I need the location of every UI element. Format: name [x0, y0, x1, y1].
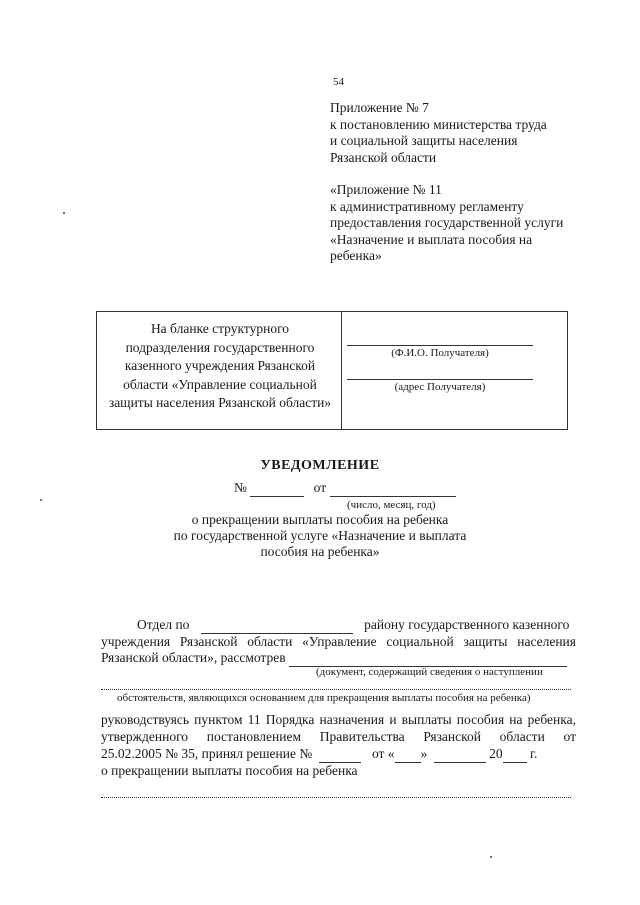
- date-blank: [330, 480, 456, 497]
- appendix-11-block: [330, 182, 563, 265]
- document-caption: (документ, содержащий сведения о наступлении: [316, 666, 543, 678]
- decision-date-close: »: [420, 746, 428, 761]
- body-line-6: [101, 746, 537, 763]
- decision-date-open: от «: [371, 746, 395, 761]
- body-line-1: [137, 617, 569, 634]
- appendix-11-line: предоставления государственной услуги: [330, 215, 564, 230]
- scan-speck: [490, 856, 492, 858]
- notice-subject-line: пособия на ребенка»: [260, 544, 380, 559]
- letterhead-line: подразделения государственного: [125, 339, 315, 355]
- body-line-3: [101, 650, 567, 667]
- appendix-7-line: Рязанской области: [330, 149, 437, 165]
- appendix-11-line: ребенка»: [330, 248, 382, 263]
- number-blank: [250, 480, 304, 497]
- district-blank: [201, 617, 353, 634]
- appendix-7-line: и социальной защиты населения: [330, 133, 518, 148]
- recipient-address-caption: (адрес Получателя): [394, 381, 486, 393]
- day-blank: [395, 746, 421, 763]
- letterhead-line: области «Управление социальной: [123, 376, 317, 392]
- considered-prefix: Рязанской области», рассмотрев: [101, 650, 286, 665]
- appendix-11-line: к административному регламенту: [330, 198, 524, 214]
- department-prefix: Отдел по: [137, 617, 190, 632]
- number-label: №: [234, 480, 247, 495]
- from-label: от: [313, 480, 327, 495]
- recipient-address-line: [347, 379, 533, 380]
- year-prefix: 20: [489, 746, 503, 761]
- decision-prefix: 25.02.2005 № 35, принял решение №: [101, 746, 313, 761]
- appendix-11-line: «Назначение и выплата пособия на: [330, 231, 533, 247]
- appendix-7-line: к постановлению министерства труда: [330, 116, 547, 132]
- recipient-name-line: [347, 345, 533, 346]
- scan-speck: [40, 499, 42, 501]
- letterhead-line: защиты населения Рязанской области»: [108, 395, 332, 410]
- notice-number-row: [234, 480, 456, 497]
- letterhead-line: казенного учреждения Рязанской: [124, 358, 316, 373]
- recipient-name-caption: (Ф.И.О. Получателя): [391, 347, 489, 359]
- year-blank: [503, 746, 527, 763]
- letterhead-note: [103, 320, 337, 413]
- page-number: 54: [333, 76, 344, 88]
- notice-title: УВЕДОМЛЕНИЕ: [260, 458, 380, 473]
- body-line-7: о прекращении выплаты пособия на ребенка: [101, 763, 358, 778]
- document-blank: [289, 650, 567, 667]
- circumstances-caption: обстоятельств, являющихся основанием для прекращения выплаты пособия на ребенка): [117, 692, 531, 704]
- letterhead-line: На бланке структурного: [150, 321, 290, 336]
- appendix-7-block: [330, 100, 547, 166]
- appendix-7-line: Приложение № 7: [330, 100, 429, 115]
- scan-speck: [63, 212, 65, 214]
- month-blank: [434, 746, 486, 763]
- final-blank-line: [101, 797, 571, 798]
- notice-subject-line: о прекращении выплаты пособия на ребенка: [191, 512, 449, 527]
- decision-number-blank: [319, 746, 361, 763]
- body-line-4: руководствуясь пунктом 11 Порядка назначения и выплаты пособия на ребенка,: [101, 712, 576, 727]
- letterhead-box: [96, 311, 568, 430]
- notice-subject-line: по государственной услуге «Назначение и выплата: [173, 528, 467, 543]
- box-divider: [341, 312, 342, 429]
- body-line-5: утвержденного постановлением Правительства Рязанской области от: [101, 729, 576, 744]
- date-caption: (число, месяц, год): [347, 499, 436, 511]
- appendix-11-line: «Приложение № 11: [330, 182, 442, 197]
- circumstances-line: [101, 689, 571, 690]
- body-line-2: учреждения Рязанской области «Управление социальной защиты населения: [101, 634, 576, 649]
- department-suffix: району государственного казенного: [364, 617, 570, 632]
- year-suffix: г.: [529, 746, 538, 761]
